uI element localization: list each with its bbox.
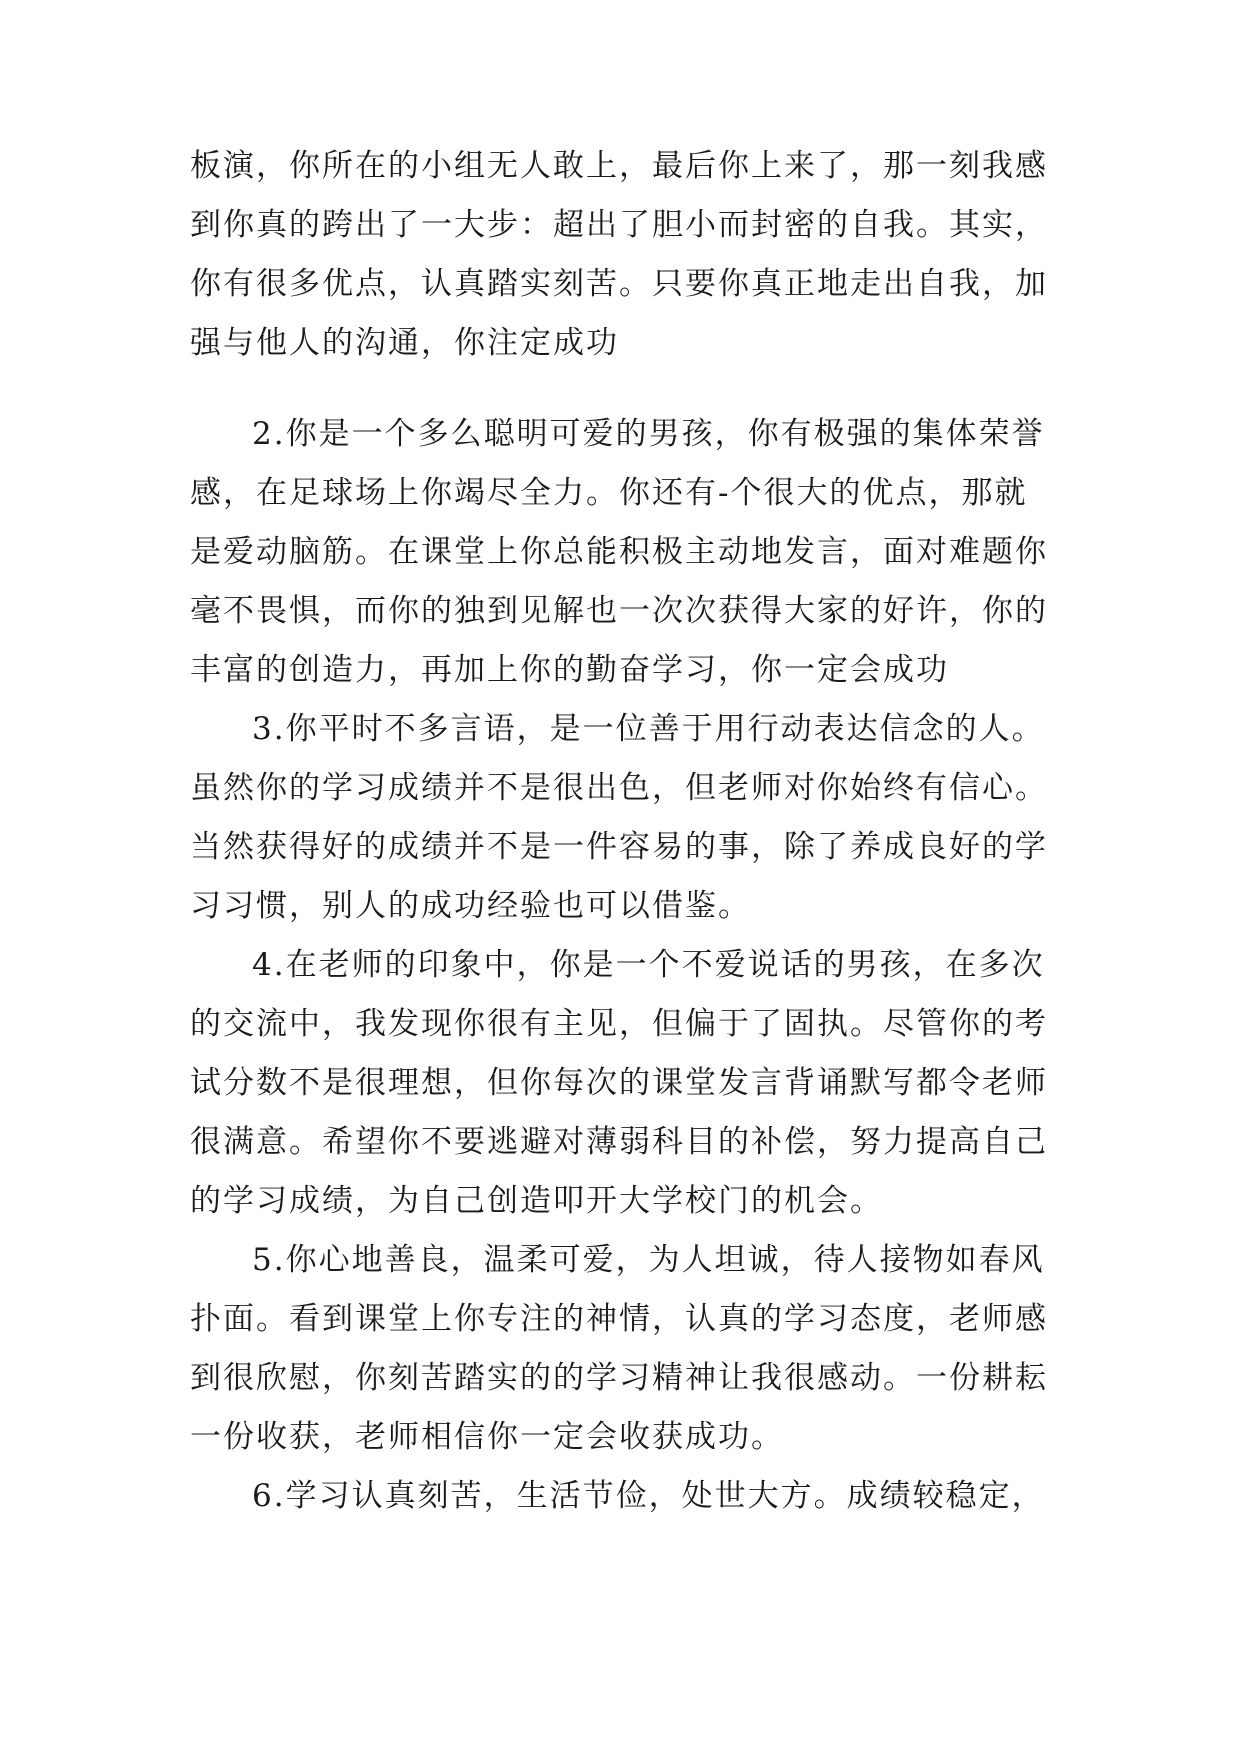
text-line: 试分数不是很理想，但你每次的课堂发言背诵默写都令老师	[190, 1065, 1048, 1101]
text-line: 感，在足球场上你竭尽全力。你还有-个很大的优点，那就	[190, 475, 1028, 511]
text-line: 丰富的创造力，再加上你的勤奋学习，你一定会成功	[190, 652, 949, 688]
text-line: 一份收获，老师相信你一定会收获成功。	[190, 1419, 784, 1455]
text-line: 当然获得好的成绩并不是一件容易的事，除了养成良好的学	[190, 829, 1048, 865]
text-line: 扑面。看到课堂上你专注的神情，认真的学习态度，老师感	[190, 1301, 1048, 1337]
text-line: 很满意。希望你不要逃避对薄弱科目的补偿，努力提高自己	[190, 1124, 1048, 1160]
text-line: 3.你平时不多言语，是一位善于用行动表达信念的人。	[252, 711, 1045, 747]
text-line: 6.学习认真刻苦，生活节俭，处世大方。成绩较稳定，	[252, 1478, 1045, 1514]
paragraph-continuation	[190, 137, 1070, 373]
text-line: 你有很多优点，认真踏实刻苦。只要你真正地走出自我，加	[190, 266, 1048, 302]
text-line: 的学习成绩，为自己创造叩开大学校门的机会。	[190, 1183, 883, 1219]
text-line: 的交流中，我发现你很有主见，但偏于了固执。尽管你的考	[190, 1006, 1048, 1042]
text-line: 是爱动脑筋。在课堂上你总能积极主动地发言，面对难题你	[190, 534, 1048, 570]
text-line: 板演，你所在的小组无人敢上，最后你上来了，那一刻我感	[190, 148, 1048, 184]
paragraph-2	[190, 405, 1070, 700]
text-line: 毫不畏惧，而你的独到见解也一次次获得大家的好许，你的	[190, 593, 1048, 629]
text-line: 到很欣慰，你刻苦踏实的的学习精神让我很感动。一份耕耘	[190, 1360, 1048, 1396]
paragraph-5	[190, 1231, 1070, 1467]
text-line: 到你真的跨出了一大步：超出了胆小而封密的自我。其实，	[190, 207, 1048, 243]
text-line: 5.你心地善良，温柔可爱，为人坦诚，待人接物如春风	[252, 1242, 1045, 1278]
paragraph-3	[190, 700, 1070, 936]
text-line: 习习惯，别人的成功经验也可以借鉴。	[190, 888, 751, 924]
text-line: 虽然你的学习成绩并不是很出色，但老师对你始终有信心。	[190, 770, 1048, 806]
text-line: 2.你是一个多么聪明可爱的男孩，你有极强的集体荣誉	[252, 416, 1045, 452]
paragraph-6	[190, 1467, 1070, 1526]
text-line: 4.在老师的印象中，你是一个不爱说话的男孩，在多次	[252, 947, 1045, 983]
paragraph-4	[190, 936, 1070, 1231]
text-line: 强与他人的沟通，你注定成功	[190, 325, 619, 361]
